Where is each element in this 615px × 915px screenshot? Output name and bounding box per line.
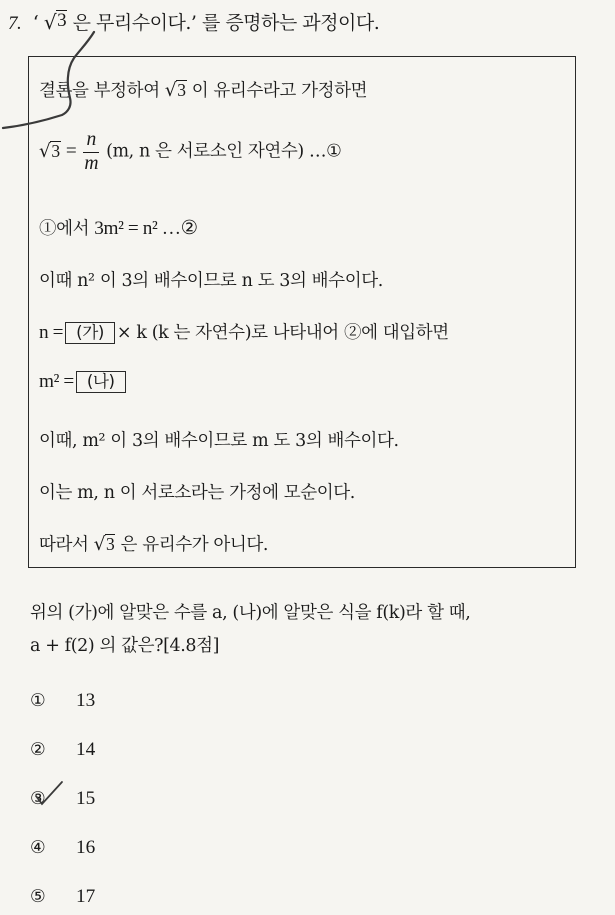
proof-box [28, 56, 576, 568]
proof-line-8: 이는 m, n 이 서로소라는 가정에 모순이다. [39, 483, 355, 503]
sqrt-three: √ 3 [43, 10, 67, 34]
proof-line-3: ①에서 3m² = n² …② [39, 218, 198, 239]
choice-3[interactable]: ③ 15 [30, 788, 96, 809]
proof-line-9: 따라서 √ 3 은 유리수가 아니다. [39, 534, 269, 555]
blank-ga: (가) [65, 322, 115, 344]
fraction-n-over-m: $\frac{n}{m}$ [84, 129, 99, 174]
choice-2[interactable]: ② 14 [30, 739, 96, 760]
blank-na: (나) [76, 371, 126, 393]
proof-line-5: n = (가) × k (k 는 자연수)로 나타내어 ②에 대입하면 [39, 322, 449, 343]
question-title [8, 8, 379, 35]
sqrt-three: √ 3 [93, 534, 115, 555]
question-number: 7. [8, 13, 22, 34]
choice-1[interactable]: ① 13 [30, 690, 96, 711]
title-text: 은 무리수이다.’ 를 증명하는 과정이다. [72, 12, 380, 34]
question-prompt [30, 597, 470, 663]
choice-4[interactable]: ④ 16 [30, 837, 96, 858]
prompt-line-2: a + f(2) 의 값은?[4.8점] [30, 636, 220, 656]
prompt-line-1: 위의 (가)에 알맞은 수를 a, (나)에 알맞은 식을 f(k)라 할 때, [30, 603, 471, 623]
sqrt-three: √ 3 [164, 80, 186, 101]
proof-line-7: 이때, m² 이 3의 배수이므로 m 도 3의 배수이다. [39, 431, 399, 451]
choice-5[interactable]: ⑤ 17 [30, 886, 96, 907]
open-quote: ‘ [32, 12, 39, 34]
proof-line-2: √ 3 = $\frac{n}{m}$ (m, n 은 서로소인 자연수) …① [39, 129, 342, 174]
proof-line-4: 이때 n² 이 3의 배수이므로 n 도 3의 배수이다. [39, 271, 383, 291]
sqrt-three: √ 3 [39, 140, 60, 162]
proof-line-1: 결론을 부정하여 √ 3 이 유리수라고 가정하면 [39, 80, 368, 101]
proof-line-6: m² = (나) [39, 371, 128, 393]
